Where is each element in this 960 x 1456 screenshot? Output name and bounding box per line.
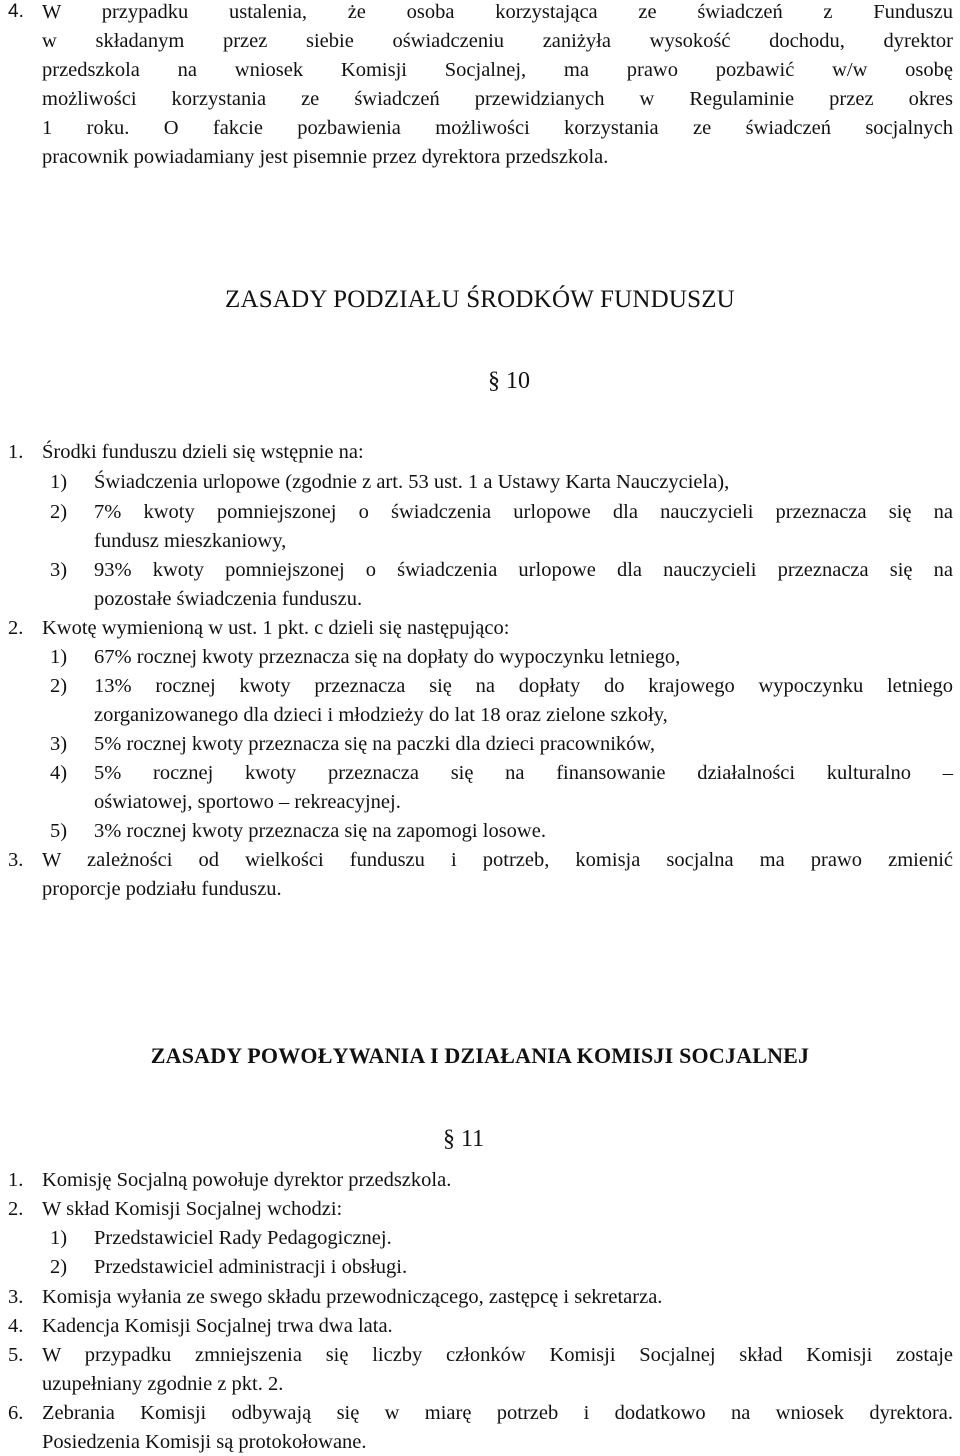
item-number: 1) [50,1227,68,1249]
paragraph-number: § 11 [443,1126,485,1152]
text-line: 5% rocznej kwoty przeznacza się na paczki dla dzieci pracowników, [94,733,656,755]
text-line: 7% kwoty pomniejszonej o świadczenia urlopowe dla nauczycieli przeznacza się na [94,501,953,523]
item-number: 4. [8,1,24,22]
text-line: pracownik powiadamiany jest pisemnie przez dyrektora przedszkola. [42,146,609,168]
item-number: 3) [50,559,68,581]
text-line: Posiedzenia Komisji są protokołowane. [42,1431,367,1453]
item-number: 2) [50,501,68,523]
text-line: Kadencja Komisji Socjalnej trwa dwa lata. [42,1315,393,1337]
text-line: przedszkola na wniosek Komisji Socjalnej, ma prawo pozbawić w/w osobę [42,59,953,81]
text-line: 93% kwoty pomniejszonej o świadczenia urlopowe dla nauczycieli przeznacza się na [94,559,953,581]
item-number: 4) [50,762,68,784]
section-title: ZASADY POWOŁYWANIA I DZIAŁANIA KOMISJI SOCJALNEJ [150,1043,810,1068]
text-line: 5% rocznej kwoty przeznacza się na finansowanie działalności kulturalno – [94,762,953,784]
item-number: 2) [50,675,68,697]
text-line: 67% rocznej kwoty przeznacza się na dopłaty do wypoczynku letniego, [94,646,681,668]
text-line: zorganizowanego dla dzieci i młodzieży do lat 18 oraz zielone szkoły, [94,704,668,726]
text-line: 3% rocznej kwoty przeznacza się na zapomogi losowe. [94,820,546,842]
item-number: 1) [50,646,68,668]
text-line: proporcje podziału funduszu. [42,878,282,900]
item-number: 4. [8,1315,24,1337]
text-line: Świadczenia urlopowe (zgodnie z art. 53 ust. 1 a Ustawy Karta Nauczyciela), [94,471,730,493]
item-number: 5. [8,1344,24,1366]
text-line: Zebrania Komisji odbywają się w miarę potrzeb i dodatkowo na wniosek dyrektora. [42,1402,953,1424]
item-number: 5) [50,820,68,842]
text-line: 13% rocznej kwoty przeznacza się na dopłaty do krajowego wypoczynku letniego [94,675,953,697]
item-number: 3. [8,1286,24,1308]
item-number: 2. [8,1198,24,1220]
text-line: Komisja wyłania ze swego składu przewodniczącego, zastępcę i sekretarza. [42,1286,663,1308]
text-line: Przedstawiciel Rady Pedagogicznej. [94,1227,392,1249]
item-number: 6. [8,1402,24,1424]
item-number: 1. [8,1169,24,1191]
text-line: fundusz mieszkaniowy, [94,530,287,552]
text-line: możliwości korzystania ze świadczeń przewidzianych w Regulaminie przez okres [42,88,953,110]
item-number: 1) [50,471,68,493]
text-line: Środki funduszu dzieli się wstępnie na: [42,441,364,463]
item-number: 2. [8,617,24,639]
text-line: W przypadku ustalenia, że osoba korzystająca ze świadczeń z Funduszu [42,1,953,23]
item-number: 2) [50,1256,68,1278]
text-line: W skład Komisji Socjalnej wchodzi: [42,1198,343,1220]
text-line: W zależności od wielkości funduszu i potrzeb, komisja socjalna ma prawo zmienić [42,849,953,871]
item-number: 3. [8,849,24,871]
item-number: 1. [8,441,24,463]
text-line: oświatowej, sportowo – rekreacyjnej. [94,791,401,813]
text-line: pozostałe świadczenia funduszu. [94,588,363,610]
paragraph-number: § 10 [488,368,530,394]
text-line: uzupełniany zgodnie z pkt. 2. [42,1373,284,1395]
text-line: w składanym przez siebie oświadczeniu zaniżyła wysokość dochodu, dyrektor [42,30,953,52]
text-line: Komisję Socjalną powołuje dyrektor przedszkola. [42,1169,452,1191]
text-line: W przypadku zmniejszenia się liczby członków Komisji Socjalnej skład Komisji zostaje [42,1344,953,1366]
section-title: ZASADY PODZIAŁU ŚRODKÓW FUNDUSZU [225,286,735,313]
text-line: 1 roku. O fakcie pozbawienia możliwości korzystania ze świadczeń socjalnych [42,117,953,139]
text-line: Kwotę wymienioną w ust. 1 pkt. c dzieli się następująco: [42,617,510,639]
item-number: 3) [50,733,68,755]
text-line: Przedstawiciel administracji i obsługi. [94,1256,408,1278]
